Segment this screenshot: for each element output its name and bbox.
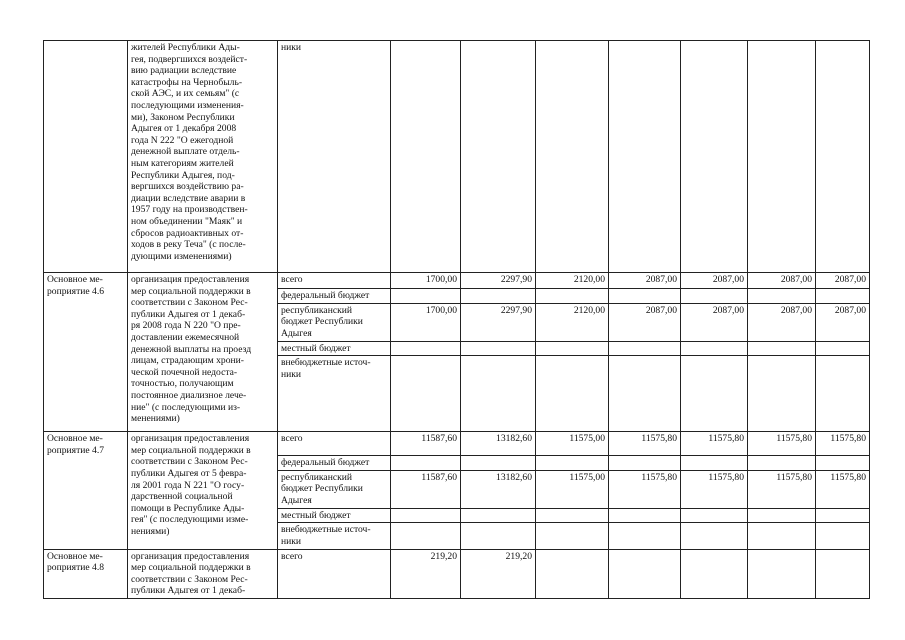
amount-cell <box>536 303 609 341</box>
amount-cell <box>461 341 536 356</box>
funding-source-cell <box>278 356 391 432</box>
value-cell <box>748 41 816 273</box>
amount-cell <box>391 549 461 598</box>
amount-value: 2120,00 <box>573 304 605 316</box>
amount-cell <box>536 523 609 549</box>
value-cell <box>681 41 748 273</box>
amount-value: 2087,00 <box>780 274 812 285</box>
funding-source: всего <box>281 550 303 562</box>
funding-source-cell <box>278 470 391 508</box>
amount-cell <box>391 356 461 432</box>
amount-cell <box>816 549 870 598</box>
funding-source-cell <box>278 289 391 304</box>
amount-cell <box>816 273 870 289</box>
funding-source: федеральный бюджет <box>281 457 370 469</box>
amount-cell <box>536 341 609 356</box>
amount-cell <box>748 356 816 432</box>
amount-cell <box>391 456 461 471</box>
amount-cell <box>748 508 816 523</box>
amount-cell <box>391 273 461 289</box>
amount-cell <box>391 289 461 304</box>
amount-cell <box>609 273 681 289</box>
amount-value: 11575,80 <box>830 471 866 483</box>
amount-cell <box>748 341 816 356</box>
amount-cell <box>748 470 816 508</box>
amount-cell <box>536 549 609 598</box>
measure-code-cell <box>44 273 128 432</box>
funding-source-cell <box>278 432 391 456</box>
amount-cell <box>536 356 609 432</box>
amount-cell <box>816 303 870 341</box>
funding-source-cell <box>278 341 391 356</box>
amount-cell <box>681 549 748 598</box>
budget-row <box>44 432 870 456</box>
amount-value: 2087,00 <box>780 304 812 316</box>
amount-cell <box>391 508 461 523</box>
amount-cell <box>681 289 748 304</box>
continuation-desc-cell <box>128 41 278 273</box>
amount-cell <box>461 549 536 598</box>
continuation-source: ники <box>281 42 302 53</box>
amount-value: 11575,80 <box>830 433 866 445</box>
amount-cell <box>609 523 681 549</box>
amount-value: 2087,00 <box>645 304 677 316</box>
amount-value: 2087,00 <box>645 274 677 285</box>
amount-cell <box>609 508 681 523</box>
amount-cell <box>681 303 748 341</box>
amount-cell <box>681 456 748 471</box>
amount-value: 1700,00 <box>425 304 457 316</box>
amount-value: 219,20 <box>430 550 457 562</box>
amount-value: 2087,00 <box>834 274 866 285</box>
amount-cell <box>816 341 870 356</box>
amount-cell <box>391 523 461 549</box>
funding-source: всего <box>281 274 303 285</box>
amount-cell <box>816 456 870 471</box>
funding-source-cell <box>278 523 391 549</box>
amount-cell <box>816 508 870 523</box>
continuation-row <box>44 41 870 273</box>
amount-cell <box>681 508 748 523</box>
measure-description-cell <box>128 273 278 432</box>
amount-value: 2297,90 <box>500 304 532 316</box>
funding-source: всего <box>281 433 303 445</box>
measure-code-cell <box>44 549 128 598</box>
amount-cell <box>609 303 681 341</box>
amount-cell <box>748 289 816 304</box>
funding-source: местный бюджет <box>281 509 351 521</box>
amount-cell <box>536 508 609 523</box>
amount-cell <box>748 523 816 549</box>
amount-value: 11575,00 <box>569 433 605 445</box>
measure-description-cell <box>128 549 278 598</box>
amount-cell <box>609 289 681 304</box>
amount-cell <box>681 273 748 289</box>
funding-source-cell <box>278 303 391 341</box>
funding-source: местный бюджет <box>281 342 351 354</box>
amount-cell <box>609 549 681 598</box>
amount-value: 11575,00 <box>569 471 605 483</box>
amount-cell <box>816 432 870 456</box>
value-cell <box>609 41 681 273</box>
amount-value: 11575,80 <box>708 433 744 445</box>
measure-code-cell <box>44 432 128 549</box>
amount-cell <box>816 289 870 304</box>
measure-description-cell <box>128 432 278 549</box>
amount-value: 11575,80 <box>641 471 677 483</box>
amount-value: 11587,60 <box>421 471 457 483</box>
amount-value: 11575,80 <box>776 471 812 483</box>
amount-cell <box>391 470 461 508</box>
amount-cell <box>748 273 816 289</box>
amount-cell <box>816 356 870 432</box>
amount-cell <box>609 356 681 432</box>
amount-cell <box>609 432 681 456</box>
amount-cell <box>748 303 816 341</box>
amount-value: 1700,00 <box>425 274 457 285</box>
amount-cell <box>748 456 816 471</box>
amount-cell <box>681 523 748 549</box>
amount-cell <box>391 432 461 456</box>
budget-table-page <box>43 40 870 599</box>
amount-cell <box>391 341 461 356</box>
funding-source-cell <box>278 508 391 523</box>
amount-value: 11587,60 <box>421 433 457 445</box>
funding-source: федеральный бюджет <box>281 290 370 301</box>
budget-row <box>44 549 870 598</box>
amount-cell <box>748 549 816 598</box>
value-cell <box>816 41 870 273</box>
amount-value: 2087,00 <box>712 274 744 285</box>
funding-source-cell <box>278 456 391 471</box>
amount-value: 13182,60 <box>496 433 532 445</box>
amount-cell <box>748 432 816 456</box>
amount-cell <box>536 432 609 456</box>
amount-value: 219,20 <box>505 550 532 562</box>
funding-source-cell <box>278 549 391 598</box>
amount-value: 2297,90 <box>500 274 532 285</box>
amount-cell <box>536 456 609 471</box>
amount-cell <box>461 470 536 508</box>
amount-value: 11575,80 <box>708 471 744 483</box>
amount-cell <box>681 341 748 356</box>
funding-source: республиканский бюджет Республики Адыгея <box>281 471 363 506</box>
amount-cell <box>681 432 748 456</box>
measure-code: Основное ме- роприятие 4.8 <box>47 550 105 574</box>
measure-description: организация предоставления мер социальной поддержки в соответствии с Законом Рес- публики Адыгея от 1 декаб- ря 2008 года N 220 "О пре- доставлении ежемесячной денежной выплаты на проезд лицам, страдающим хрони- ческой почечной недоста- точностью, получающим постоянное диализное лече- ние" (с последующими из- менениями) <box>131 274 252 425</box>
value-cell <box>461 41 536 273</box>
continuation-code-cell <box>44 41 128 273</box>
funding-source: республиканский бюджет Республики Адыгея <box>281 304 363 339</box>
amount-cell <box>461 289 536 304</box>
amount-cell <box>461 432 536 456</box>
amount-cell <box>681 356 748 432</box>
amount-cell <box>461 303 536 341</box>
amount-value: 2120,00 <box>573 274 605 285</box>
amount-cell <box>536 273 609 289</box>
amount-cell <box>609 470 681 508</box>
amount-cell <box>461 356 536 432</box>
amount-value: 2087,00 <box>712 304 744 316</box>
funding-source: внебюджетные источ- ники <box>281 357 371 380</box>
amount-cell <box>391 303 461 341</box>
measure-description: организация предоставления мер социальной поддержки в соответствии с Законом Рес- публики Адыгея от 5 февра- ля 2001 года N 221 "О госу- дарственной социальной помощи в Республике Ады- гея" (с последующими изме- нениями) <box>131 433 251 537</box>
amount-cell <box>816 523 870 549</box>
amount-cell <box>609 341 681 356</box>
measure-code: Основное ме- роприятие 4.6 <box>47 274 105 297</box>
amount-cell <box>461 456 536 471</box>
amount-cell <box>536 470 609 508</box>
measure-description: организация предоставления мер социальной поддержки в соответствии с Законом Рес- публики Адыгея от 1 декаб- <box>131 550 251 597</box>
funding-source-cell <box>278 273 391 289</box>
amount-cell <box>681 470 748 508</box>
amount-cell <box>609 456 681 471</box>
amount-cell <box>461 523 536 549</box>
continuation-source-cell <box>278 41 391 273</box>
amount-cell <box>816 470 870 508</box>
value-cell <box>536 41 609 273</box>
amount-cell <box>461 273 536 289</box>
amount-cell <box>536 289 609 304</box>
funding-source: внебюджетные источ- ники <box>281 524 371 547</box>
budget-row <box>44 273 870 289</box>
budget-table <box>43 40 870 599</box>
amount-cell <box>461 508 536 523</box>
amount-value: 2087,00 <box>834 304 866 316</box>
continuation-description: жителей Республики Ады- гея, подвергшихся воздейст- вию радиации вследствие катастрофы на Чернобыль- ской АЭС, и их семьям" (с последующими изменения- ми), Законом Республики Адыгея от 1 декабря 2008 года N 222 "О ежегодной денежной выплате отдель- ным категориям жителей Республики Адыгея, под- вергшихся воздействию ра- диации вследствие аварии в 1957 году на производствен- ном объединении "Маяк" и сбросов радиоактивных от- ходов в реку Теча" (с после- дующими изменениями) <box>131 42 248 262</box>
amount-value: 13182,60 <box>496 471 532 483</box>
measure-code: Основное ме- роприятие 4.7 <box>47 433 105 456</box>
amount-value: 11575,80 <box>641 433 677 445</box>
amount-value: 11575,80 <box>776 433 812 445</box>
value-cell <box>391 41 461 273</box>
